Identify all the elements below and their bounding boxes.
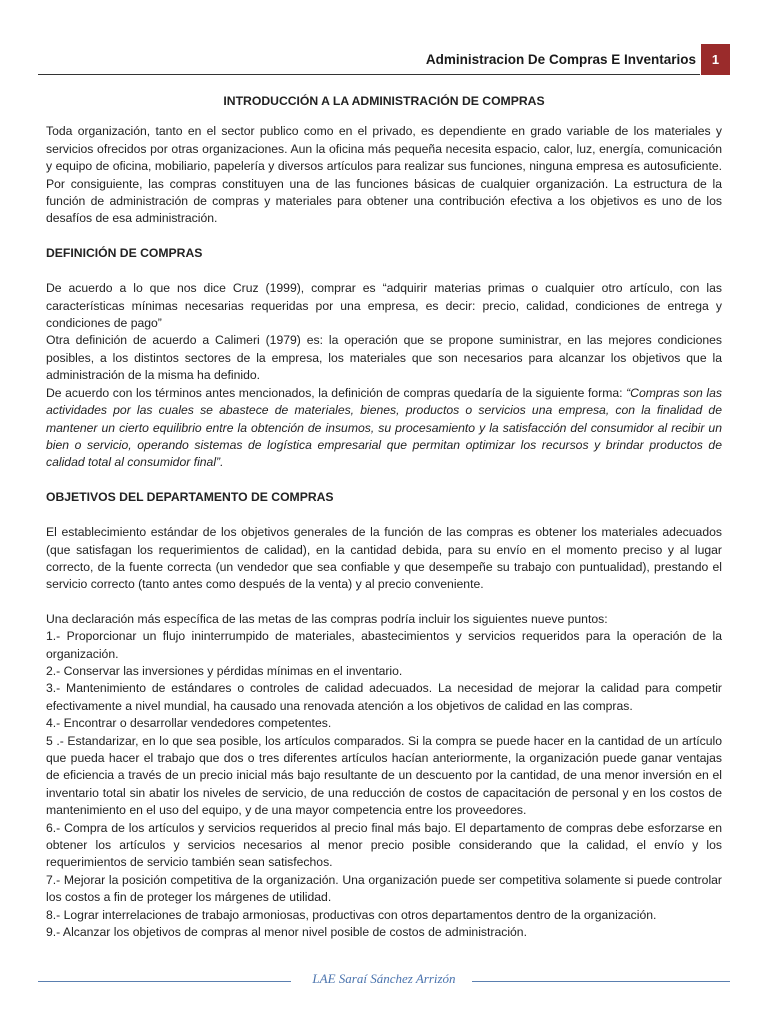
definition-paragraph-1: De acuerdo a lo que nos dice Cruz (1999), comprar es “adquirir materias primas o cualquier otro artículo, con las características mínimas necesarias requeridas por una empresa, es decir: precio, calidad, condiciones de entrega y condiciones de pago” [46,281,722,331]
objectives-heading: OBJETIVOS DEL DEPARTAMENTO DE COMPRAS [46,489,334,504]
list-item: 7.- Mejorar la posición competitiva de la organización. Una organización puede ser competitiva solamente si puede controlar los costos a fin de proteger los márgenes de utilidad. [46,872,722,905]
list-item: 1.- Proporcionar un flujo ininterrumpido de materiales, abastecimientos y servicios requeridos para la operación de la organización. [46,629,722,661]
list-item: 5 .- Estandarizar, en lo que sea posible, los artículos comparados. Si la compra se puede hacer en la cantidad de un artículo que pueda hacer el trabajo que dos o tres diferentes artículos hacían anteriormente, la organización puede ganar ventajas de eficiencia a través de un precio inicial más bajo resultante de un descuento por la cantidad, de una menor inversión en el inventario total sin abatir los niveles de servicio, de una reducción de costos de capacitación de personal y en los costos de mantenimiento en el uso del equipo, y de una mayor competencia entre los proveedores. [46,733,722,818]
page-footer [38,971,730,991]
definition-quote: “Compras son las actividades por las cuales se abastece de materiales, bienes, productos o servicios una empresa, con la finalidad de mantener un cierto equilibrio entre la obtención de insumos, su procesamiento y la satisfacción del consumidor al recibir un bien o servicio, operando sistemas de logística empresarial que permitan optimizar los recursos y brindar productos de calidad total al consumidor final”. [46,385,722,470]
footer-author: LAE Saraí Sánchez Arrizón [312,971,456,986]
page-number-badge: 1 [701,44,730,75]
list-item: 4.- Encontrar o desarrollar vendedores competentes. [46,716,332,731]
document-title: INTRODUCCIÓN A LA ADMINISTRACIÓN DE COMPRAS [223,94,545,108]
page-header [38,44,730,76]
header-divider [38,74,700,75]
list-item: 6.- Compra de los artículos y servicios requeridos al precio final más bajo. El departamento de compras debe esforzarse en obtener los artículos y servicios necesarios al menor precio posible considerando que la calidad, el envío y los requerimientos de servicio también sean satisfechos. [46,820,722,870]
document-body [46,93,722,941]
intro-paragraph: Toda organización, tanto en el sector publico como en el privado, es dependiente en grado variable de los materiales y servicios ofrecidos por otras organizaciones. Aun la oficina más pequeña necesita espacio, calor, luz, energía, comunicación y equipo de oficina, mobiliario, papelería y diversos artículos para realizar sus funciones, ninguna empresa es autosuficiente. Por consiguiente, las compras constituyen una de las funciones básicas de cualquier organización. La estructura de la función de administración de compras y materiales para obtener una contribución efectiva a los objetivos es uno de los desafíos de esa administración. [46,124,722,226]
objectives-list [46,628,722,941]
definition-lead: De acuerdo con los términos antes mencionados, la definición de compras quedaría de la siguiente forma: [46,385,627,400]
list-item: 3.- Mantenimiento de estándares o controles de calidad adecuados. La necesidad de mejorar la calidad para competir efectivamente a nivel mundial, ha causado una renovada atención a los objetivos de calidad en las compras. [46,681,722,713]
footer-rule-right [472,981,730,982]
objectives-paragraph-1: El establecimiento estándar de los objetivos generales de la función de las compras es obtener los materiales adecuados (que satisfagan los requerimientos de calidad), en la cantidad debida, para su envío en el momento preciso y al lugar correcto, de la fuente correcta (un vendedor que sea confiable y que desempeñe su trabajo con puntualidad), prestando el servicio correcto (tanto antes como después de la venta) y al precio conveniente. [46,525,722,592]
definition-paragraph-3 [46,385,722,472]
objectives-paragraph-2: Una declaración más específica de las metas de las compras podría incluir los siguientes nueve puntos: [46,611,608,626]
definition-paragraph-2: Otra definición de acuerdo a Calimeri (1979) es: la operación que se propone suministrar, en las mejores condiciones posibles, a los distintos sectores de la empresa, los materiales que son necesarios para alcanzar los objetivos que la administración de la misma ha definido. [46,333,722,383]
list-item: 9.- Alcanzar los objetivos de compras al menor nivel posible de costos de administración. [46,925,527,940]
list-item: 8.- Lograr interrelaciones de trabajo armoniosas, productivas con otros departamentos dentro de la organización. [46,907,657,922]
header-title: Administracion De Compras E Inventarios [425,52,696,67]
definition-heading: DEFINICIÓN DE COMPRAS [46,245,203,260]
list-item: 2.- Conservar las inversiones y pérdidas mínimas en el inventario. [46,663,403,678]
